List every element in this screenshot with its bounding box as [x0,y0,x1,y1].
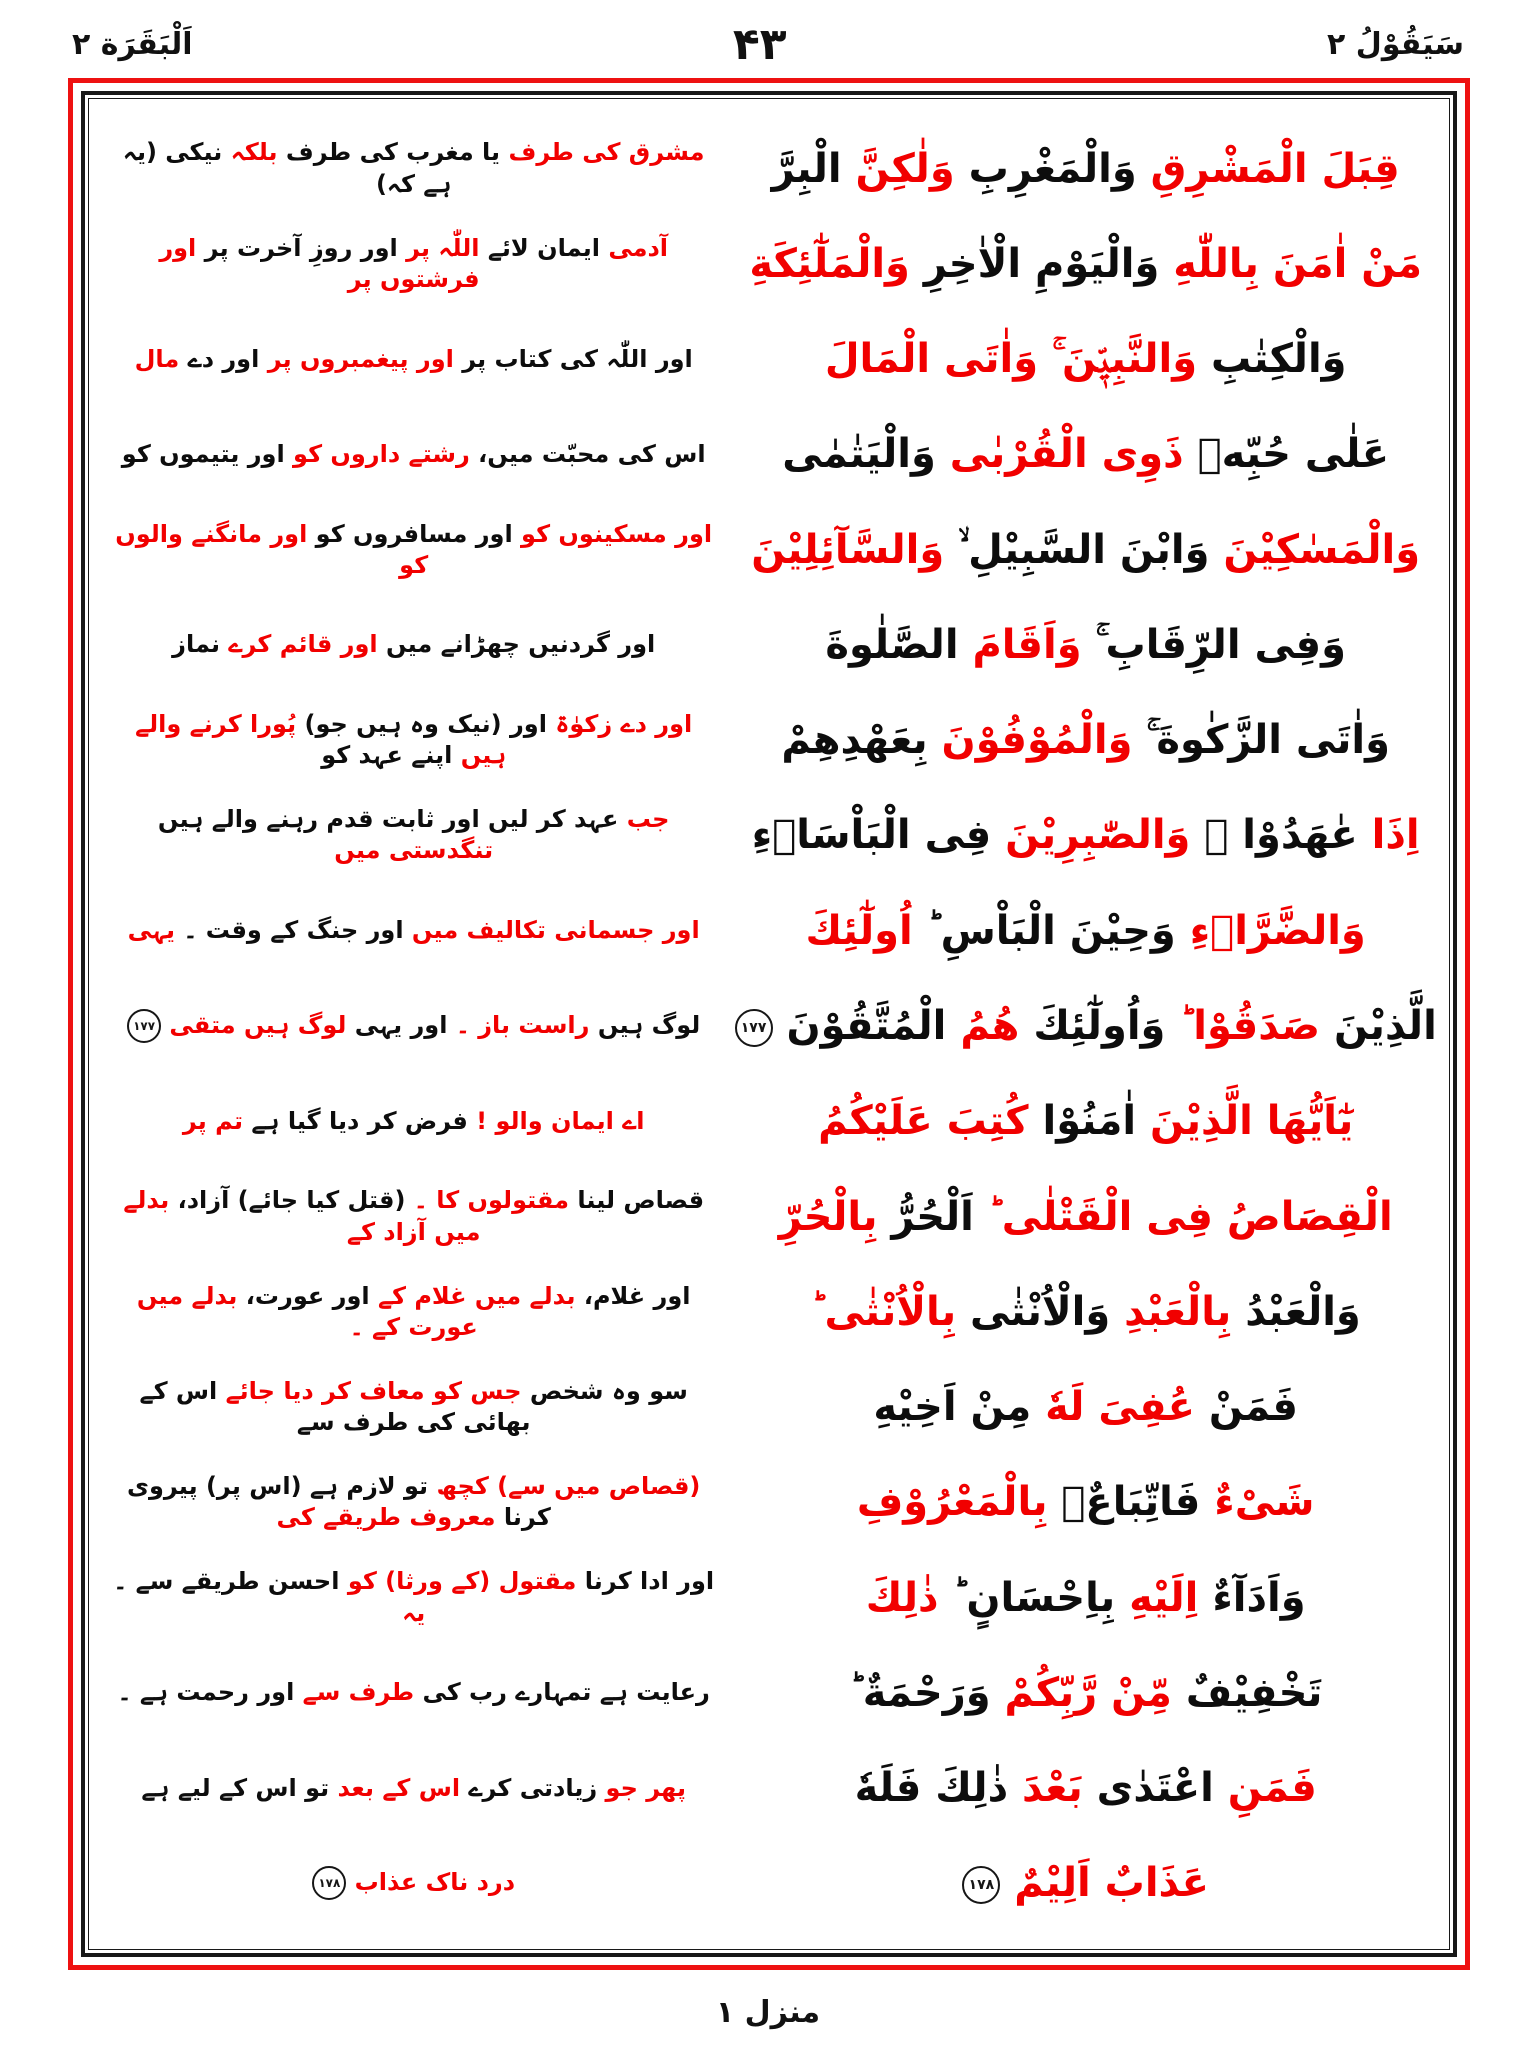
surah-name-label: اَلْبَقَرَة ٢ [72,26,193,62]
urdu-translation-line [111,1106,716,1137]
arabic-ayah-line [730,1098,1441,1144]
word-segment: اعْتَدٰى [1096,1765,1214,1812]
text-rows-container [111,121,1437,1931]
word-segment: اور مسافروں کو [315,519,513,548]
word-segment: لوگ ہیں متقی [169,1011,347,1040]
word-segment: تنگدستی میں [334,836,494,865]
word-segment: بلکہ [230,138,278,167]
inner-black-frame [81,91,1457,1957]
arabic-ayah-line [730,336,1441,382]
word-segment: اُولٰٓئِكَ [805,907,913,954]
word-segment: بِعَهْدِهِمْ [781,717,928,764]
page-number: ۴۳ [732,18,787,70]
word-segment: وَالْمُوْفُوْنَ [941,717,1133,764]
verse-number-marker: ١٧٧ [127,1009,161,1043]
word-segment: بدلے میں عورت کے ۔ [136,1281,478,1341]
arabic-ayah-line [730,622,1441,668]
urdu-translation-line [111,1281,716,1343]
word-segment: اس کے بعد [337,1773,461,1802]
content-row [111,121,1427,216]
word-segment: قصاص لینا [577,1186,705,1215]
urdu-translation-line [111,519,716,581]
content-row [111,883,1427,978]
word-segment: بِالْحُرِّ [778,1193,878,1240]
verse-number-marker: ١٧٧ [735,1009,773,1047]
word-segment: وَابْنَ السَّبِيْلِ ۙ [958,526,1210,573]
word-segment: اور فرشتوں پر [159,233,480,293]
word-segment: اس کی محبّت میں، [478,439,706,468]
arabic-ayah-line [730,1194,1441,1240]
content-row [111,312,1427,407]
word-segment: نماز [172,630,221,659]
word-segment: صَدَقُوْا ؕ [1179,1003,1320,1050]
word-segment: عَلٰى حُبِّهٖ [1197,431,1390,478]
word-segment: فرض کر دیا گیا ہے [251,1106,468,1135]
content-row [111,1455,1427,1550]
word-segment: جب [626,805,670,834]
urdu-translation-line [111,439,716,470]
word-segment: بِالْاُنْثٰى ؕ [810,1288,957,1335]
word-segment: اللّٰہ پر [406,233,480,262]
content-row [111,1169,1427,1264]
word-segment: كُتِبَ [946,1098,1029,1145]
arabic-ayah-line [730,1289,1441,1335]
word-segment: فِى الْقَتْلٰى ؕ [987,1193,1213,1240]
word-segment: پھر جو [605,1773,687,1802]
arabic-ayah-line [730,1384,1441,1430]
word-segment: مقتولوں کا ۔ [413,1186,570,1215]
word-segment: عٰهَدُوْا ۚ [1204,812,1358,859]
word-segment: اَلْحُرُّ [891,1193,974,1240]
word-segment: عَلَيْكُمُ [818,1098,933,1145]
word-segment: پُورا کرنے والے ہیں [135,710,507,770]
word-segment: وَفِى الرِّقَابِ ۚ [1095,621,1346,668]
word-segment: فَمَنْ [1208,1384,1298,1431]
word-segment: تمہارے رب کی [422,1678,592,1707]
word-segment: وَالنَّبِيّٖنَ ۚ [1052,336,1198,383]
content-row [111,1359,1427,1454]
word-segment: رعایت ہے [599,1678,710,1707]
arabic-ayah-line [730,1860,1441,1906]
word-segment: وَرَحْمَةٌ ؕ [848,1669,991,1716]
content-row [111,788,1427,883]
content-row [111,1264,1427,1359]
manzil-label: منزل ١ [715,1995,821,2030]
urdu-translation-line [111,344,716,375]
urdu-translation-line [111,1773,716,1804]
word-segment: وَاَدَآءٌ [1212,1574,1306,1621]
word-segment: اِذَا [1371,812,1420,859]
word-segment: مقتول (کے ورثا) کو [347,1567,577,1596]
urdu-translation-line [111,629,716,660]
outer-red-frame [68,78,1470,1970]
word-segment: اپنے عہد کو [321,741,453,770]
arabic-ayah-line [730,146,1441,192]
word-segment: وَاُولٰٓئِكَ [1033,1003,1166,1050]
word-segment: بِالْعَبْدِ [1124,1288,1232,1335]
word-segment: اور گردنیں چھڑانے میں [385,630,656,659]
arabic-ayah-line [730,1003,1441,1049]
word-segment: ایمان لائے [487,233,600,262]
word-segment: اور عورت، [245,1281,370,1310]
verse-number-marker: ١٧٨ [312,1866,346,1900]
juz-name-label: سَيَقُوْلُ ٢ [1327,26,1464,62]
word-segment: بدلے میں آزاد کے [123,1186,481,1246]
content-row [111,1550,1427,1645]
word-segment: وَلٰكِنَّ [855,145,955,192]
arabic-ayah-line [730,717,1441,763]
urdu-translation-line [111,233,716,295]
word-segment: اور ادا کرنا [584,1567,715,1596]
word-segment: زیادتی کرے [468,1773,598,1802]
word-segment: وَالصّٰبِرِيْنَ [1005,812,1191,859]
urdu-translation-line [111,709,716,771]
word-segment: وَاَقَامَ [972,621,1082,668]
word-segment: یا مغرب کی طرف [285,138,501,167]
word-segment: یہ [402,1598,426,1627]
word-segment: اور (نیک وہ ہیں جو) [304,710,547,739]
word-segment: احسن طریقے سے ۔ [113,1567,340,1596]
word-segment: هُمُ [960,1003,1020,1050]
word-segment: اِلَيْهِ [1129,1574,1199,1621]
word-segment: تَخْفِيْفٌ [1185,1669,1323,1716]
arabic-ayah-line [730,1575,1441,1621]
content-row [111,502,1427,597]
word-segment: اور روزِ آخرت پر [204,233,398,262]
word-segment: تو لازم ہے (اس پر) پیروی کرنا [126,1472,551,1532]
word-segment: طرف سے [302,1678,415,1707]
word-segment: اور یہی [354,1011,448,1040]
arabic-ayah-line [730,1765,1441,1811]
word-segment: مشرق کی طرف [508,138,705,167]
page-header [0,14,1536,74]
content-row [111,978,1437,1073]
word-segment: اور یتیموں کو [121,439,285,468]
word-segment: مِنْ اَخِيْهِ [873,1384,1032,1431]
word-segment: وَالْعَبْدُ [1245,1288,1361,1335]
word-segment: (قتل کیا جائے) آزاد، [177,1186,406,1215]
word-segment: وَاٰتَى الْمَالَ [824,336,1039,383]
word-segment: بِاللّٰهِ [1173,240,1259,287]
word-segment: تو اس کے لیے ہے [141,1773,330,1802]
word-segment: رشتے داروں کو [293,439,470,468]
word-segment: وَالْيَتٰمٰى [782,431,936,478]
word-segment: مال [134,344,180,373]
word-segment: عہد کر لیں [488,805,619,834]
word-segment: وَالْيَوْمِ الْاٰخِرِ [923,240,1160,287]
word-segment: يٰٓاَيُّهَا الَّذِيْنَ [1150,1098,1354,1145]
word-segment: اور ثابت قدم رہنے والے ہیں [157,805,480,834]
urdu-translation-line [111,1185,716,1247]
word-segment: جس کو معاف کر دیا جائے [225,1376,522,1405]
word-segment: مِّنْ رَّبِّكُمْ [1004,1669,1172,1716]
content-row [111,1836,1427,1931]
word-segment: اور مانگنے والوں کو [115,519,429,579]
word-segment: آدمی [608,233,669,262]
word-segment: اور جنگ کے وقت ۔ [183,916,404,945]
word-segment: وَالسَّآئِلِيْنَ [751,526,945,573]
urdu-translation-line [111,1677,716,1708]
word-segment: وَالْمَلٰٓئِكَةِ [749,240,910,287]
word-segment: (قصاص میں سے) کچھ [436,1472,701,1501]
word-segment: اور غلام، [583,1281,691,1310]
arabic-ayah-line [730,241,1441,287]
word-segment: ذَوِى الْقُرْبٰى [949,431,1184,478]
word-segment: وَالْمَسٰكِيْنَ [1223,526,1421,573]
urdu-translation-line [111,1866,716,1900]
word-segment: بَعْدَ [1022,1765,1083,1812]
word-segment: بدلے میں غلام کے [377,1281,576,1310]
word-segment: بِالْمَعْرُوْفِ [856,1479,1048,1526]
word-segment: معروف طریقے کی [276,1503,496,1532]
word-segment: الْبِرَّ [771,145,842,192]
arabic-ayah-line [730,431,1441,477]
word-segment: وَحِيْنَ الْبَاْسِ ؕ [926,907,1176,954]
word-segment: وَاٰتَى الزَّكٰوةَ ۚ [1146,717,1390,764]
word-segment: اور اللّٰہ کی کتاب پر [462,344,693,373]
word-segment: اس کے بھائی کی طرف سے [139,1376,531,1437]
arabic-ayah-line [730,1479,1441,1525]
word-segment: تم پر [182,1106,243,1135]
word-segment: نیکی (یہ ہے کہ) [122,138,452,198]
urdu-translation-line [111,915,716,946]
word-segment: اور پیغمبروں پر [267,344,454,373]
word-segment: مَنْ اٰمَنَ [1272,240,1423,287]
arabic-ayah-line [730,527,1441,573]
content-row [111,1645,1427,1740]
urdu-translation-line [111,1376,716,1438]
word-segment: سو وہ شخص [529,1376,688,1405]
word-segment: الصَّلٰوةَ [825,621,959,668]
word-segment: وَالْاُنْثٰى [970,1288,1111,1335]
word-segment: شَىْءٌ [1214,1479,1315,1526]
word-segment: فِى الْبَاْسَاۤءِ [751,812,992,859]
content-row [111,693,1427,788]
word-segment: اور قائم کرے [228,630,378,659]
word-segment: اور رحمت ہے ۔ [117,1678,295,1707]
word-segment: لوگ ہیں [597,1011,701,1040]
arabic-ayah-line [730,1670,1441,1716]
word-segment: اے ایمان والو ! [476,1106,645,1135]
arabic-ayah-line [730,812,1441,858]
word-segment: ذٰلِكَ [935,1765,1009,1812]
arabic-ayah-line [730,908,1441,954]
urdu-translation-line [111,137,716,199]
content-row [111,407,1427,502]
word-segment: عَذَابٌ اَلِيْمٌ [1014,1860,1209,1907]
word-segment: وَالضَّرَّاۤءِ [1189,907,1366,954]
urdu-translation-line [111,1566,716,1628]
word-segment: یہی [127,916,176,945]
word-segment: بِاِحْسَانٍ ؕ [952,1574,1116,1621]
word-segment: اور دے زکوٰۃ [555,710,693,739]
word-segment: راست باز ۔ [455,1011,590,1040]
word-segment: عُفِىَ لَهٗ [1045,1384,1195,1431]
word-segment: فَاتِّبَاعٌۢ [1061,1479,1201,1526]
content-row [111,597,1427,692]
word-segment: فَلَهٗ [854,1765,922,1812]
word-segment: ذٰلِكَ [865,1574,939,1621]
word-segment: اور مسکینوں کو [521,519,713,548]
verse-number-marker: ١٧٨ [962,1866,1000,1904]
word-segment: الْقِصَاصُ [1226,1193,1393,1240]
content-row [111,216,1427,311]
word-segment: قِبَلَ الْمَشْرِقِ [1150,145,1400,192]
word-segment: درد ناک عذاب [354,1868,516,1897]
word-segment: الْمُتَّقُوْنَ [786,1003,947,1050]
word-segment: وَالْكِتٰبِ [1211,336,1347,383]
urdu-translation-line [111,1471,716,1533]
word-segment: اور دے [187,344,260,373]
content-row [111,1074,1427,1169]
urdu-translation-line [111,1009,716,1043]
word-segment: وَالْمَغْرِبِ [968,145,1137,192]
word-segment: فَمَنِ [1227,1765,1317,1812]
word-segment: اٰمَنُوْا [1042,1098,1137,1145]
word-segment: الَّذِيْنَ [1333,1003,1437,1050]
content-row [111,1741,1427,1836]
urdu-translation-line [111,804,716,866]
word-segment: اور جسمانی تکالیف میں [411,916,700,945]
